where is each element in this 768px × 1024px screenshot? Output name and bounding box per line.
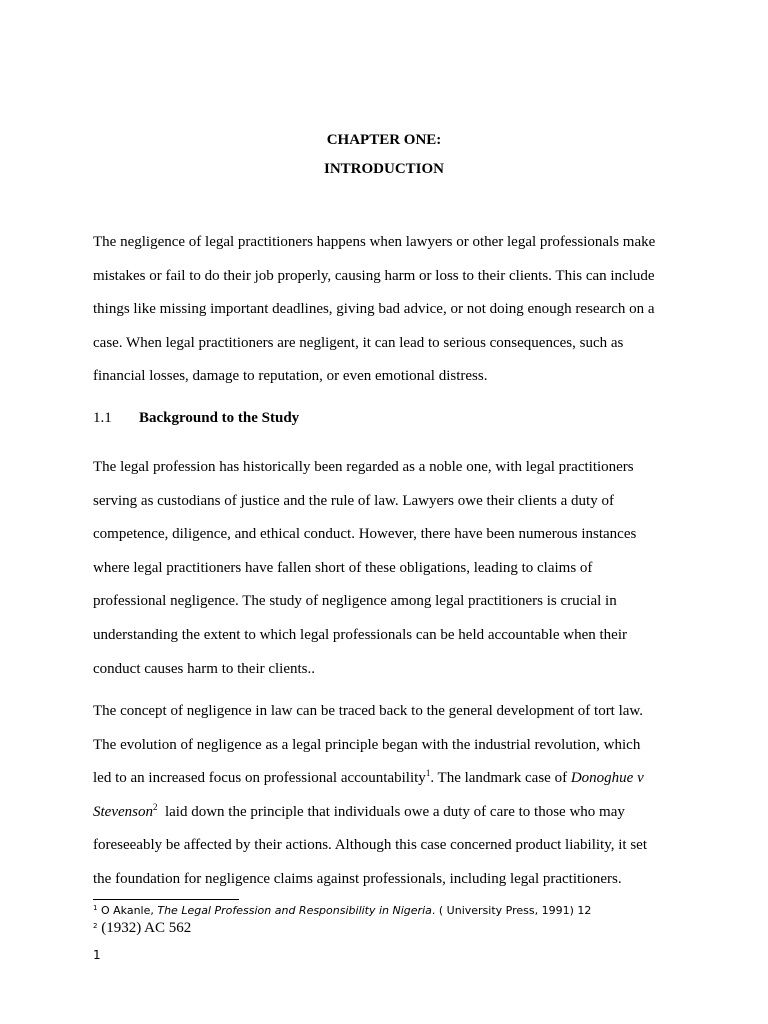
case-name: Donoghue v [570,770,644,787]
paragraph-line: things like missing important deadlines, giving bad advice, or not doing enough research on a [93,301,655,318]
paragraph-line: The negligence of legal practitioners happens when lawyers or other legal professionals make [93,234,656,250]
footnote-author: O Akanle, [97,904,158,917]
text-run: led to an increased focus on professional accountability [93,770,426,787]
footnote-publication: . ( University Press, 1991) 12 [431,904,592,917]
section-heading [93,409,299,427]
footnote-ref-1[interactable]: 1 [425,768,431,779]
page-number: 1 [93,948,101,962]
paragraph-line: professional negligence. The study of negligence among legal practitioners is crucial in [93,593,617,610]
paragraph-line: case. When legal practitioners are negligent, it can lead to serious consequences, such as [93,334,624,351]
footnote-mark: 2 [93,922,98,930]
footnote-ref-2[interactable]: 2 [152,801,158,812]
paragraph-line: the foundation for negligence claims against professionals, including legal practitioners. [93,870,622,887]
footnote-separator [93,899,239,900]
footnote-book-title: The Legal Profession and Responsibility in Nigeria [157,904,432,917]
paragraph-line: The evolution of negligence as a legal principle began with the industrial revolution, which [93,736,641,753]
section-number: 1.1 [93,410,112,426]
footnote-citation: (1932) AC 562 [97,920,192,936]
chapter-title: INTRODUCTION [323,161,444,177]
paragraph-line: serving as custodians of justice and the rule of law. Lawyers owe their clients a duty of [93,492,614,509]
paragraph-line: understanding the extent to which legal professionals can be held accountable when their [93,626,627,643]
background-paragraph [93,458,683,693]
paragraph-line: competence, diligence, and ethical conduct. However, there have been numerous instances [93,526,637,543]
paragraph-line: conduct causes harm to their clients.. [93,660,316,677]
section-title: Background to the Study [139,410,300,426]
footnote-mark: 1 [93,904,98,912]
text-run: . The landmark case of [430,770,571,787]
paragraph-line [93,803,683,837]
intro-paragraph [93,233,683,401]
paragraph-line: financial losses, damage to reputation, or even emotional distress. [93,368,488,385]
paragraph-line: The legal profession has historically been regarded as a noble one, with legal practitioners [93,459,634,475]
text-run: laid down the principle that individuals owe a duty of care to those who may [157,803,625,820]
case-name: Stevenson [93,803,153,820]
paragraph-line [93,769,683,803]
paragraph-line: mistakes or fail to do their job properly, causing harm or loss to their clients. This can include [93,267,655,284]
chapter-label: CHAPTER ONE: [326,132,442,148]
paragraph-line: where legal practitioners have fallen short of these obligations, leading to claims of [93,559,593,576]
concept-paragraph [93,702,683,904]
paragraph-line: The concept of negligence in law can be traced back to the general development of tort law. [93,703,644,719]
paragraph-line: foreseeably be affected by their actions. Although this case concerned product liability, it set [93,837,647,854]
footnote-2 [93,919,191,937]
footnote-1 [93,904,591,918]
